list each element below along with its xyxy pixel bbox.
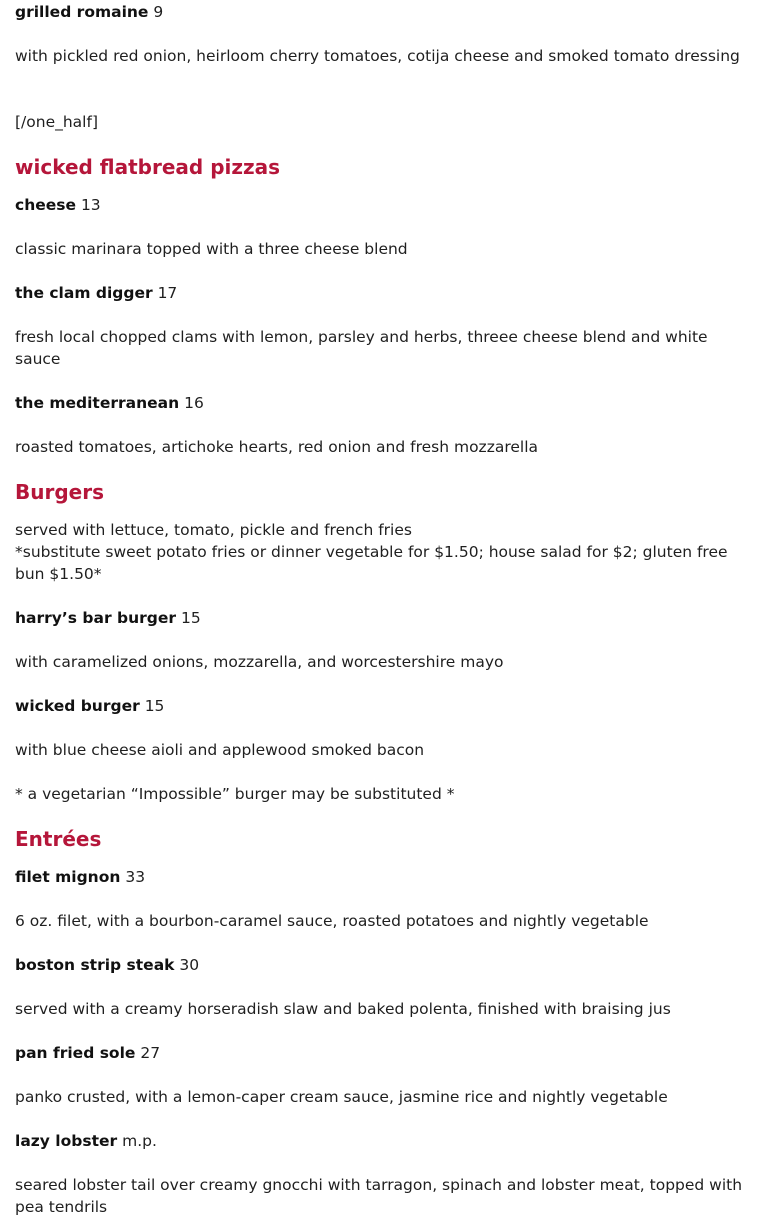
- item-price: m.p.: [122, 1132, 157, 1150]
- menu-item-title: [15, 194, 755, 216]
- section-heading-flatbreads: wicked flatbread pizzas: [15, 155, 281, 179]
- menu-item-title: [15, 1, 755, 23]
- item-description: panko crusted, with a lemon-caper cream sauce, jasmine rice and nightly vegetable: [15, 1088, 668, 1106]
- item-description: with caramelized onions, mozzarella, and worcestershire mayo: [15, 653, 504, 671]
- menu-item-title: [15, 866, 755, 888]
- menu-item-title: [15, 282, 755, 304]
- menu-item-title: [15, 607, 755, 629]
- item-name: cheese: [15, 196, 76, 214]
- item-description: classic marinara topped with a three cheese blend: [15, 240, 408, 258]
- item-description: 6 oz. filet, with a bourbon-caramel sauce, roasted potatoes and nightly vegetable: [15, 912, 649, 930]
- item-price: 15: [144, 697, 165, 715]
- item-price: 30: [179, 956, 200, 974]
- item-price: 15: [180, 609, 201, 627]
- item-price: 27: [140, 1044, 161, 1062]
- item-description: seared lobster tail over creamy gnocchi with tarragon, spinach and lobster meat, topped with pea tendrils: [15, 1176, 743, 1216]
- item-name: the clam digger: [15, 284, 153, 302]
- section-heading-burgers: Burgers: [15, 480, 104, 504]
- item-description: roasted tomatoes, artichoke hearts, red onion and fresh mozzarella: [15, 438, 539, 456]
- section-heading-entrees: Entrées: [15, 827, 102, 851]
- menu-item-title: [15, 1130, 755, 1152]
- item-price: 9: [153, 3, 164, 21]
- section-substitution-note: *substitute sweet potato fries or dinner vegetable for $1.50; house salad for $2; gluten free bun $1.50*: [15, 543, 728, 583]
- item-name: lazy lobster: [15, 1132, 118, 1150]
- menu-item-title: [15, 954, 755, 976]
- item-description: fresh local chopped clams with lemon, parsley and herbs, threee cheese blend and white sauce: [15, 328, 708, 368]
- item-name: boston strip steak: [15, 956, 175, 974]
- item-price: 17: [157, 284, 178, 302]
- menu-item-title: [15, 1042, 755, 1064]
- item-name: grilled romaine: [15, 3, 149, 21]
- item-price: 33: [125, 868, 146, 886]
- item-name: pan fried sole: [15, 1044, 136, 1062]
- menu-item-title: [15, 392, 755, 414]
- item-description: with blue cheese aioli and applewood smoked bacon: [15, 741, 425, 759]
- section-intro: served with lettuce, tomato, pickle and french fries: [15, 521, 412, 539]
- layout-shortcode-text: [/one_half]: [15, 113, 98, 131]
- item-name: the mediterranean: [15, 394, 180, 412]
- menu-item-title: [15, 695, 755, 717]
- item-description: served with a creamy horseradish slaw and baked polenta, finished with braising jus: [15, 1000, 671, 1018]
- item-name: wicked burger: [15, 697, 140, 715]
- item-description: with pickled red onion, heirloom cherry tomatoes, cotija cheese and smoked tomato dressing: [15, 47, 740, 65]
- item-name: filet mignon: [15, 868, 121, 886]
- vegetarian-note: * a vegetarian “Impossible” burger may be substituted *: [15, 785, 455, 803]
- item-name: harry’s bar burger: [15, 609, 177, 627]
- item-price: 16: [184, 394, 204, 412]
- item-price: 13: [80, 196, 101, 214]
